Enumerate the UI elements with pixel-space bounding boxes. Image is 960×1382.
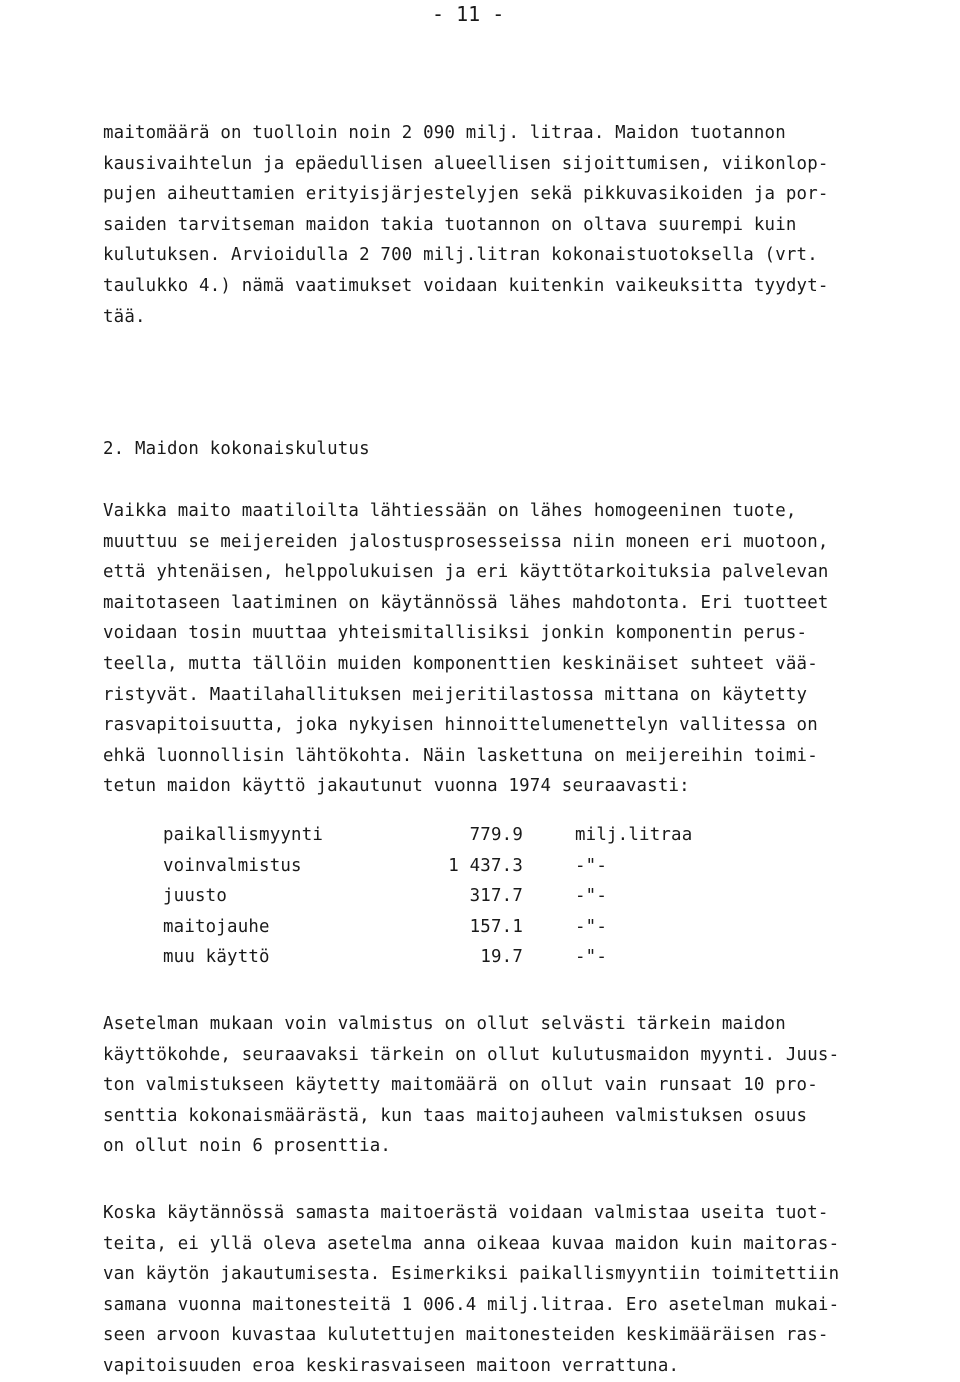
text-line: että yhtenäisen, helppolukuisen ja eri käyttötarkoituksia palvelevan xyxy=(103,562,829,583)
text-line: taulukko 4.) nämä vaatimukset voidaan kuitenkin vaikeuksitta tyydyt- xyxy=(103,275,829,296)
text-line: Koska käytännössä samasta maitoerästä voidaan valmistaa useita tuot- xyxy=(103,1203,829,1223)
text-line: samana vuonna maitonesteitä 1 006.4 milj.litraa. Ero asetelman mukai- xyxy=(103,1294,840,1315)
table-row xyxy=(163,881,703,912)
usage-amount: 19.7 xyxy=(480,947,523,968)
text-line: ristyvät. Maatilahallituksen meijeritilastossa mittana on käytetty xyxy=(103,684,808,705)
paragraph-fat-content xyxy=(103,1198,953,1382)
text-line: kulutuksen. Arvioidulla 2 700 milj.litran kokonaistuotoksella (vrt. xyxy=(103,245,818,266)
usage-unit: -"- xyxy=(575,916,608,937)
text-line: muuttuu se meijereiden jalostusprosesseissa niin moneen eri muotoon, xyxy=(103,531,829,552)
usage-name: voinvalmistus xyxy=(163,855,302,876)
text-line: vapitoisuuden eroa keskirasvaiseen maitoon verrattuna. xyxy=(103,1355,680,1376)
table-row xyxy=(163,820,703,851)
text-line: ehkä luonnollisin lähtökohta. Näin laskettuna on meijereihin toimi- xyxy=(103,745,818,766)
section-heading: 2. Maidon kokonaiskulutus xyxy=(103,439,370,459)
paragraph-milk-usage-intro xyxy=(103,496,953,802)
text-line: kausivaihtelun ja epäedullisen alueellisen sijoittumisen, viikonlop- xyxy=(103,153,829,174)
paragraph-usage-analysis xyxy=(103,1009,953,1162)
usage-name: maitojauhe xyxy=(163,916,270,937)
text-line: käyttökohde, seuraavaksi tärkein on ollut kulutusmaidon myynti. Juus- xyxy=(103,1044,840,1065)
text-line: teita, ei yllä oleva asetelma anna oikeaa kuvaa maidon kuin maitoras- xyxy=(103,1233,840,1254)
usage-unit: -"- xyxy=(575,855,608,876)
usage-unit: milj.litraa xyxy=(575,825,693,845)
page-number: - 11 - xyxy=(432,2,505,26)
table-row xyxy=(163,942,703,973)
text-line: tää. xyxy=(103,306,146,327)
text-line: Asetelman mukaan voin valmistus on ollut selvästi tärkein maidon xyxy=(103,1014,786,1034)
usage-name: muu käyttö xyxy=(163,947,270,968)
paragraph-milk-production xyxy=(103,118,953,332)
text-line: maitomäärä on tuolloin noin 2 090 milj. litraa. Maidon tuotannon xyxy=(103,123,786,143)
text-line: tetun maidon käyttö jakautunut vuonna 1974 seuraavasti: xyxy=(103,776,690,797)
text-line: senttia kokonaismäärästä, kun taas maitojauheen valmistuksen osuus xyxy=(103,1105,808,1126)
text-line: Vaikka maito maatiloilta lähtiessään on lähes homogeeninen tuote, xyxy=(103,501,797,521)
text-line: maitotaseen laatiminen on käytännössä lähes mahdotonta. Eri tuotteet xyxy=(103,592,829,613)
text-line: teella, mutta tällöin muiden komponenttien keskinäiset suhteet vää- xyxy=(103,653,818,674)
section-heading-block xyxy=(103,434,953,465)
table-row xyxy=(163,912,703,943)
text-line: van käytön jakautumisesta. Esimerkiksi paikallismyyntiin toimitettiin xyxy=(103,1264,840,1285)
text-line: voidaan tosin muuttaa yhteismitallisiksi jonkin komponentin perus- xyxy=(103,623,808,644)
usage-amount: 779.9 xyxy=(469,825,523,845)
text-line: saiden tarvitseman maidon takia tuotannon on oltava suurempi kuin xyxy=(103,214,797,235)
usage-unit: -"- xyxy=(575,947,608,968)
table-row xyxy=(163,851,703,882)
usage-amount: 1 437.3 xyxy=(448,855,523,876)
text-line: rasvapitoisuutta, joka nykyisen hinnoittelumenettelyn vallitessa on xyxy=(103,715,818,736)
usage-amount: 157.1 xyxy=(469,916,523,937)
text-line: pujen aiheuttamien erityisjärjestelyjen sekä pikkuvasikoiden ja por- xyxy=(103,184,829,205)
text-line: seen arvoon kuvastaa kulutettujen maitonesteiden keskimääräisen ras- xyxy=(103,1325,829,1346)
usage-table xyxy=(163,820,703,973)
usage-name: paikallismyynti xyxy=(163,825,324,845)
usage-amount: 317.7 xyxy=(469,886,523,907)
text-line: ton valmistukseen käytetty maitomäärä on ollut vain runsaat 10 pro- xyxy=(103,1075,818,1096)
text-line: on ollut noin 6 prosenttia. xyxy=(103,1136,392,1157)
usage-name: juusto xyxy=(163,886,228,907)
usage-unit: -"- xyxy=(575,886,608,907)
